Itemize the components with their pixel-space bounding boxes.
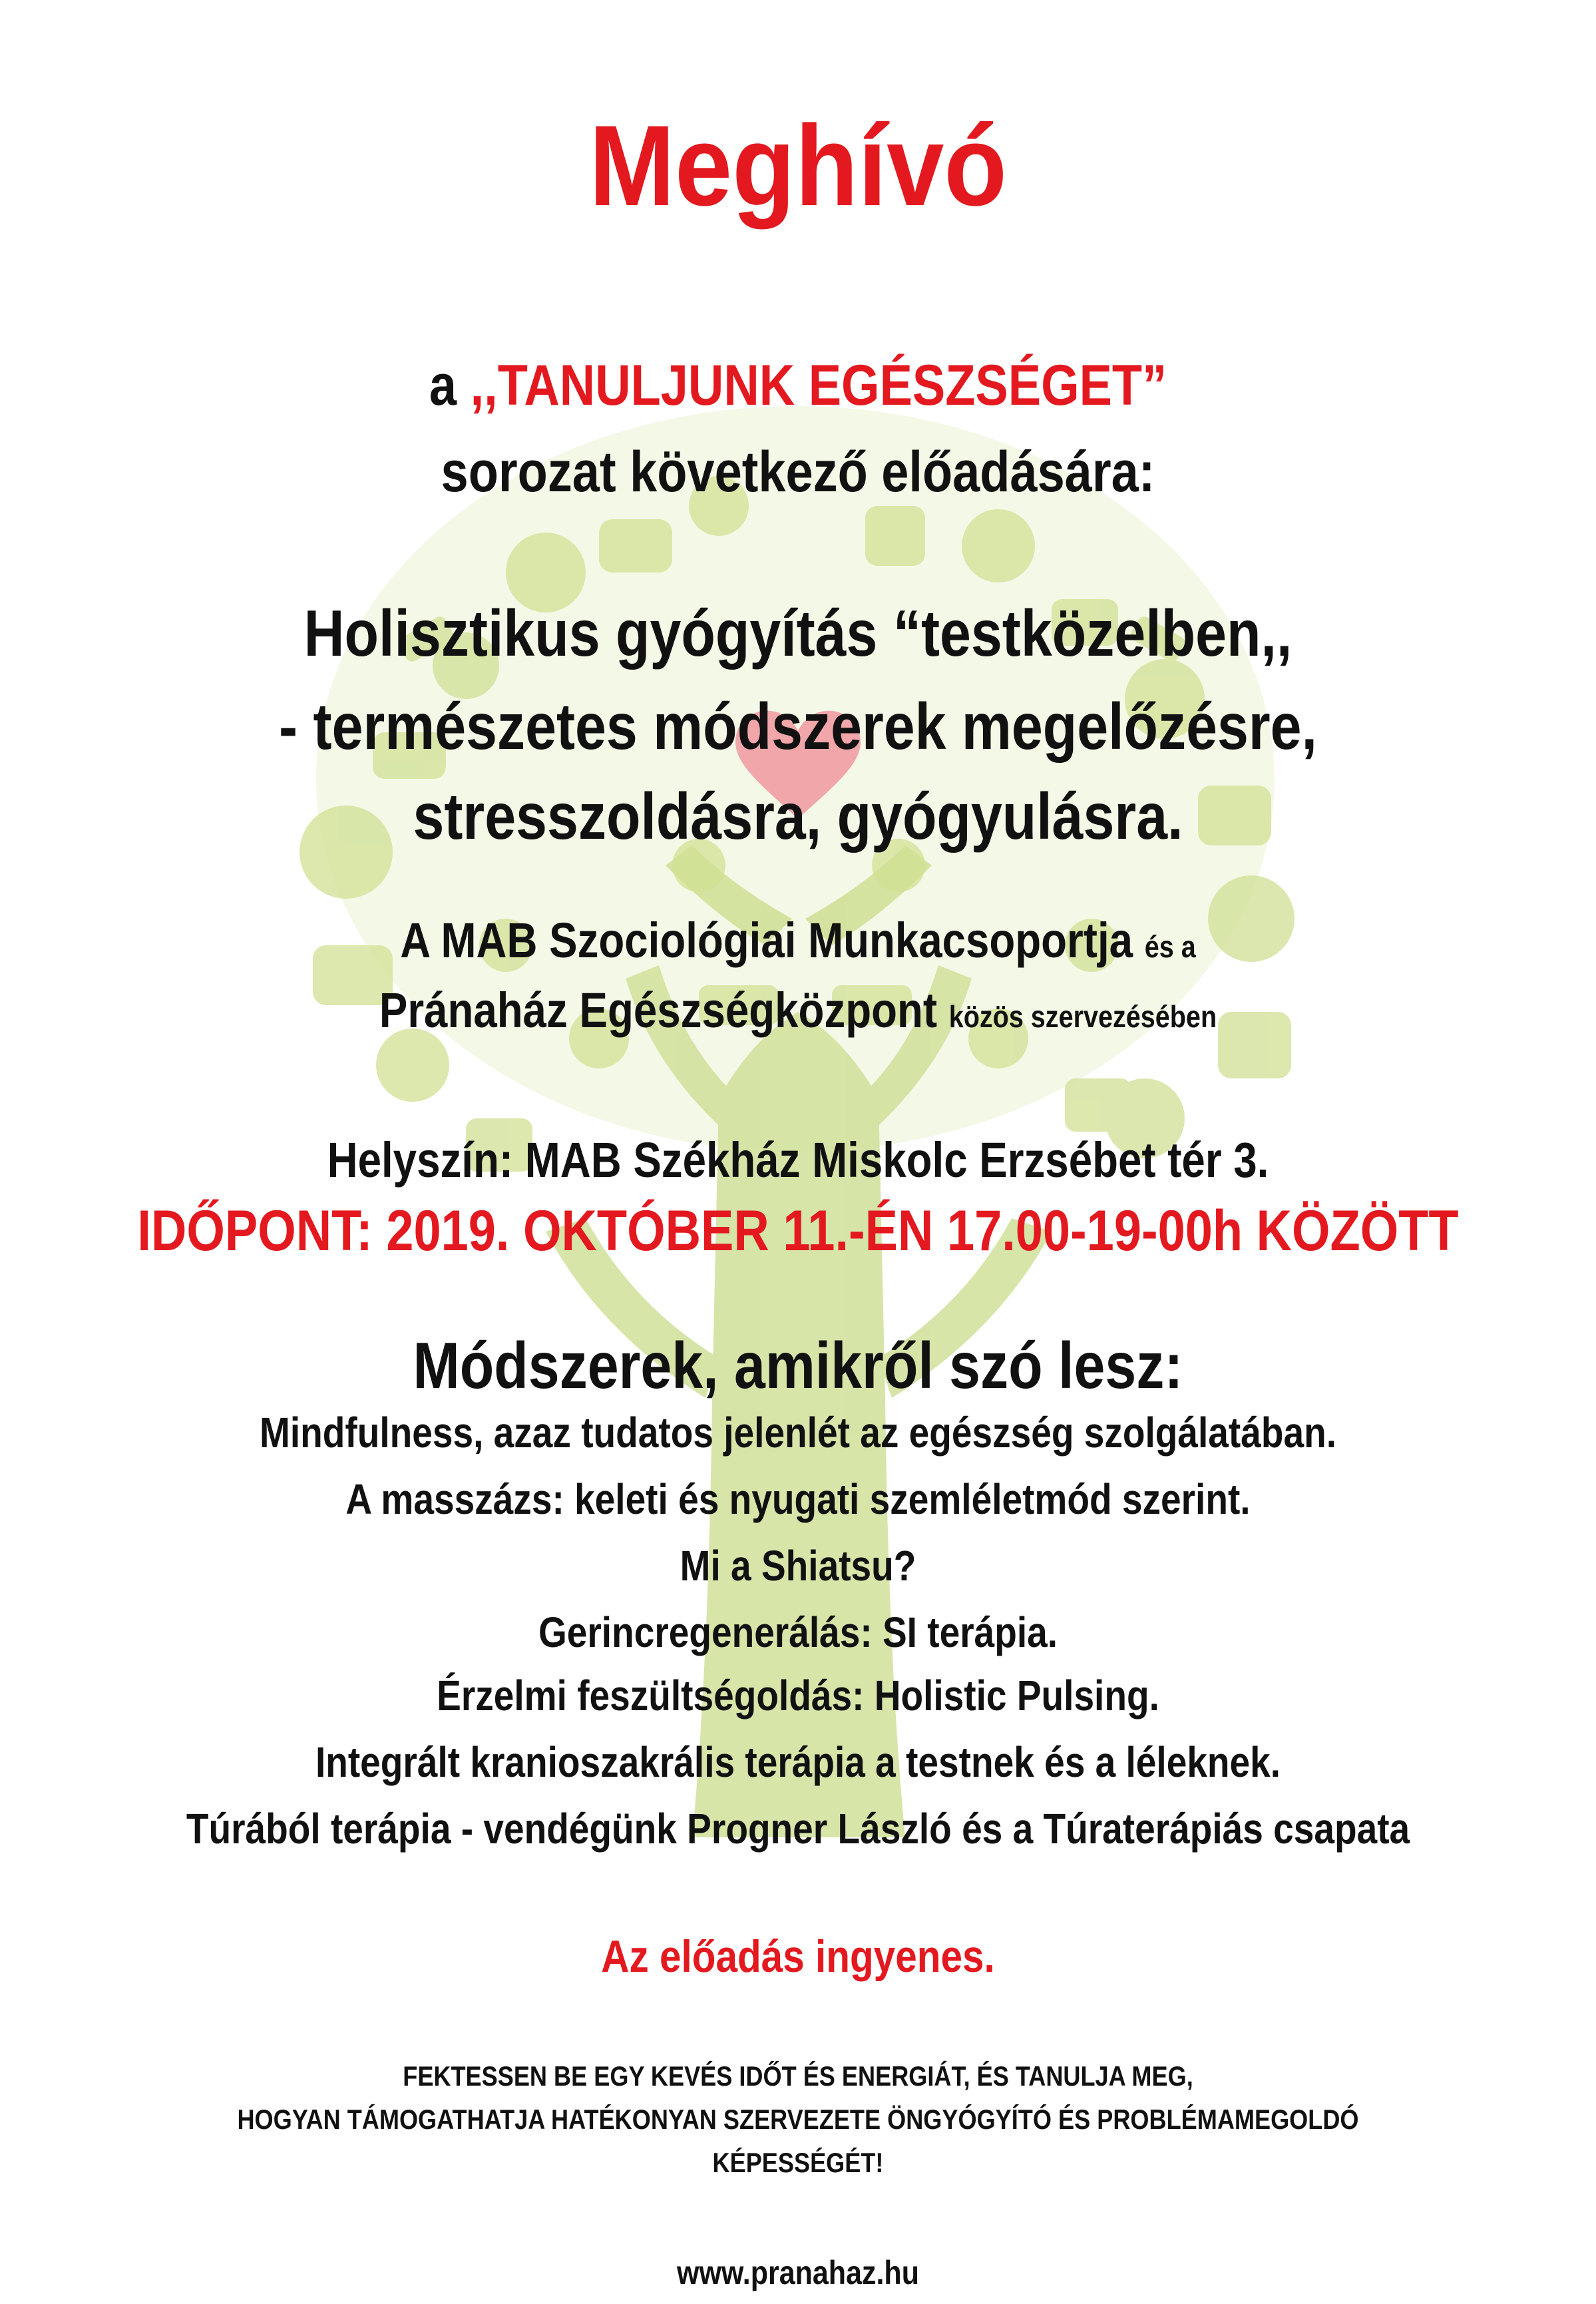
datetime-text: IDŐPONT: 2019. OKTÓBER 11.-ÉN 17.00-19-00h KÖZÖTT [137,1199,1459,1263]
method-item: Mi a Shiatsu? [680,1542,916,1590]
closing-line-1: FEKTESSEN BE EGY KEVÉS IDŐT ÉS ENERGIÁT, ÉS TANULJA MEG, [403,2060,1193,2092]
closing-line-3: KÉPESSÉGÉT! [712,2147,884,2178]
method-item: Mindfulness, azaz tudatos jelenlét az egészség szolgálatában. [260,1409,1336,1457]
series-subtitle: sorozat következő előadására: [441,440,1155,504]
method-item: Érzelmi feszültségoldás: Holistic Pulsing. [437,1672,1159,1720]
closing-line-2: HOGYAN TÁMOGATHATJA HATÉKONYAN SZERVEZETE ÖNGYÓGYÍTÓ ÉS PROBLÉMAMEGOLDÓ [237,2104,1359,2135]
series-intro-line [112,353,1484,419]
series-name: ,,TANULJUNK EGÉSZSÉGET” [470,353,1167,417]
topic-line-3: stresszoldásra, gyógyulásra. [413,780,1183,853]
series-prefix: a [429,353,457,417]
organizer-line-1 [112,912,1484,969]
free-admission-note: Az előadás ingyenes. [601,1931,995,1982]
method-item: A masszázs: keleti és nyugati szemléletmód szerint. [345,1475,1251,1523]
location-text: Helyszín: MAB Székház Miskolc Erzsébet tér 3. [327,1132,1269,1188]
page-title: Meghívó [589,102,1007,230]
methods-heading: Módszerek, amikről szó lesz: [413,1329,1183,1402]
organizer-2: Pránaház Egészségközpont [379,983,938,1038]
method-item: Túrából terápia - vendégünk Progner László és a Túraterápiás csapata [186,1805,1410,1853]
method-item: Integrált kranioszakrális terápia a testnek és a léleknek. [315,1738,1281,1786]
topic-line-1: Holisztikus gyógyítás “testközelben,, [303,596,1293,670]
organizer-suffix: közös szervezésében [948,999,1217,1034]
organizer-line-2 [112,982,1484,1038]
organizer-1: A MAB Szociológiai Munkacsoportja [400,913,1133,968]
organizer-connector: és a [1144,929,1196,964]
topic-line-2: - természetes módszerek megelőzésre, [279,690,1317,763]
website-link[interactable]: www.pranahaz.hu [677,2254,919,2291]
method-item: Gerincregenerálás: SI terápia. [538,1608,1058,1656]
